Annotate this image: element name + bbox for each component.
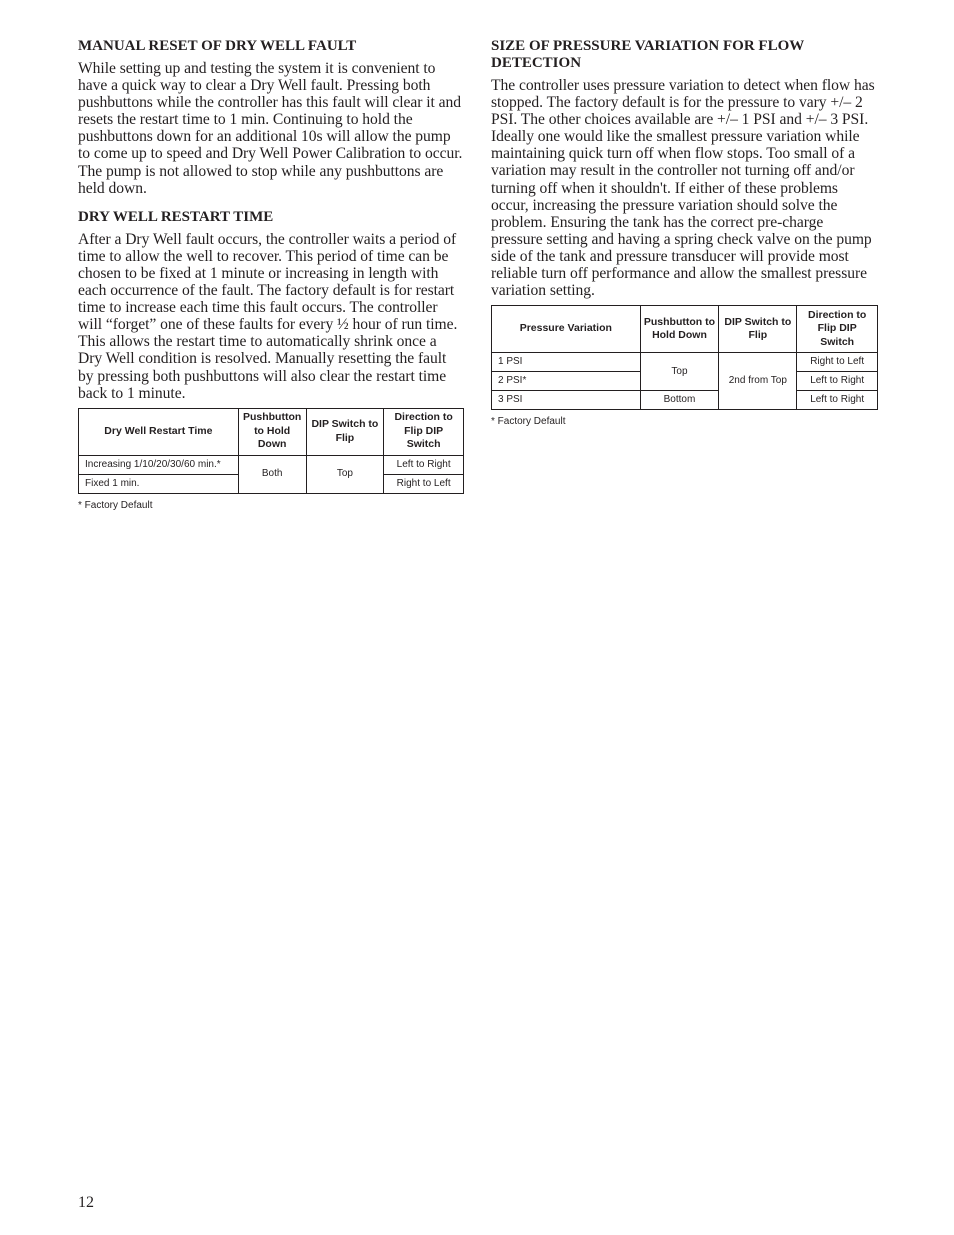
manual-reset-heading: MANUAL RESET OF DRY WELL FAULT xyxy=(78,38,357,54)
table-footnote: * Factory Default xyxy=(78,499,153,511)
restart-time-paragraph: After a Dry Well fault occurs, the controller waits a period of time to allow the well to recover. This period of time can be chosen to be fixed at 1 minute or increasing in length with each occurrence of the fault. The factory default is for restart time to increase each time this fault occurs. The controller will “forget” one of these faults for every ½ hour of run time. This allows the restart time to automatically shrink once a Dry Well condition is resolved. Manually resetting the fault by pressing both pushbuttons will also clear the restart time back to 1 minute. xyxy=(78,230,458,402)
manual-reset-paragraph: While setting up and testing the system it is convenient to have a quick way to clear a Dry Well fault. Pressing both pushbuttons while the controller has this fault will clear it and resets the restart time to 1 min. Continuing to hold the pushbuttons down for an additional 10s will allow the pump to come up to speed and Dry Well Power Calibration to occur. The pump is not allowed to stop while any pushbuttons are held down. xyxy=(78,60,463,197)
col-header-dip-switch: DIP Switch to Flip xyxy=(719,306,797,353)
left-column xyxy=(78,38,464,511)
col-header-setting: Pressure Variation xyxy=(492,306,641,353)
table-row xyxy=(79,455,464,474)
setting-cell: 1 PSI xyxy=(492,353,641,372)
dip-switch-cell: Top xyxy=(306,455,384,493)
page-number: 12 xyxy=(78,1194,94,1211)
col-header-direction: Direction to Flip DIP Switch xyxy=(384,408,464,455)
direction-cell: Left to Right xyxy=(797,391,878,410)
direction-cell: Right to Left xyxy=(384,474,464,493)
direction-cell: Left to Right xyxy=(384,455,464,474)
restart-time-table xyxy=(78,408,464,494)
pushbutton-cell: Both xyxy=(238,455,306,493)
direction-cell: Right to Left xyxy=(797,353,878,372)
setting-cell: Fixed 1 min. xyxy=(79,474,239,493)
col-header-setting: Dry Well Restart Time xyxy=(79,408,239,455)
setting-cell: Increasing 1/10/20/30/60 min.* xyxy=(79,455,239,474)
table-row xyxy=(492,391,878,410)
table-footnote: * Factory Default xyxy=(491,416,566,428)
restart-time-heading: DRY WELL RESTART TIME xyxy=(78,208,274,225)
setting-cell: 2 PSI* xyxy=(492,372,641,391)
direction-cell: Left to Right xyxy=(797,372,878,391)
col-header-direction: Direction to Flip DIP Switch xyxy=(797,306,878,353)
dip-switch-cell: 2nd from Top xyxy=(719,353,797,410)
col-header-pushbutton: Pushbutton to Hold Down xyxy=(640,306,719,353)
table-row xyxy=(492,353,878,372)
pressure-variation-paragraph: The controller uses pressure variation to detect when flow has stopped. The factory default is for the pressure to vary +/– 2 PSI. The other choices available are +/– 1 PSI and +/– 3 PSI. Ideally one would like the smallest pressure variation while maintaining quick turn off when flow stops. Too small of a variation may result in the controller not turning off and/or turning off when it shouldn't. If either of these problems occur, increasing the pressure variation should solve the problem. Ensuring the tank has the correct pre-charge pressure setting and having a spring check valve on the pump side of the tank and pressure transducer will provide most reliable turn off performance and allow the smallest pressure variation setting. xyxy=(491,77,875,300)
col-header-pushbutton: Pushbutton to Hold Down xyxy=(238,408,306,455)
setting-cell: 3 PSI xyxy=(492,391,641,410)
col-header-dip-switch: DIP Switch to Flip xyxy=(306,408,384,455)
table-header-row xyxy=(492,306,878,353)
pushbutton-cell: Top xyxy=(640,353,719,391)
table-header-row xyxy=(79,408,464,455)
right-column xyxy=(491,38,878,427)
pressure-variation-heading: SIZE OF PRESSURE VARIATION FOR FLOW DETECTION xyxy=(491,38,804,71)
pushbutton-cell: Bottom xyxy=(640,391,719,410)
pressure-variation-table xyxy=(491,305,878,410)
